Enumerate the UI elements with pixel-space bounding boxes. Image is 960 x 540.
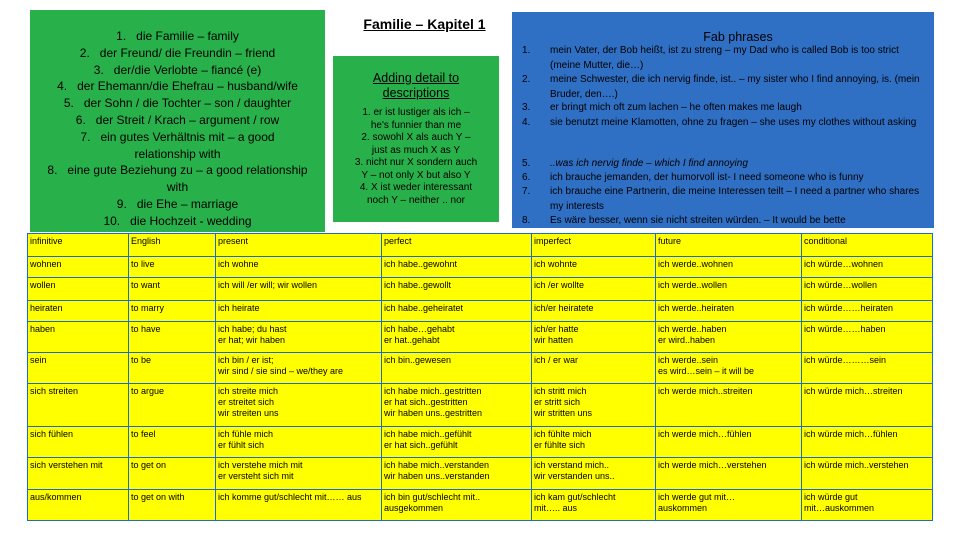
table-cell: ich werde..haben er wird..haben (656, 322, 802, 353)
table-cell: ich kam gut/schlecht mit….. aus (532, 490, 656, 521)
description-line: 4. X ist weder interessant (359, 182, 473, 193)
description-line: 2. sowohl X als auch Y – (361, 132, 471, 143)
vocab-item: 7. ein gutes Verhältnis mit – a good relationship with (80, 129, 275, 161)
table-cell: ich werde mich…verstehen (656, 458, 802, 490)
table-cell: sich streiten (28, 384, 129, 427)
table-cell: ich fühlte mich er fühlte sich (532, 427, 656, 458)
table-cell: ich habe mich..gestritten er hat sich..gestritten wir haben uns..gestritten (382, 384, 532, 427)
table-header-cell: infinitive (28, 234, 129, 257)
table-cell: ich werde..wohnen (656, 257, 802, 278)
table-header-cell: present (216, 234, 382, 257)
table-row (28, 490, 933, 521)
table-cell: ich würde…wohnen (802, 257, 933, 278)
table-cell: ich habe mich..gefühlt er hat sich..gefühlt (382, 427, 532, 458)
table-header-row (28, 234, 933, 257)
table-cell: sein (28, 353, 129, 384)
table-cell: ich /er wollte (532, 278, 656, 301)
table-cell: ich wohnte (532, 257, 656, 278)
table-cell: ich würde……heiraten (802, 301, 933, 322)
table-cell: ich würde mich…fühlen (802, 427, 933, 458)
description-line: 1. er ist lustiger als ich – (362, 107, 470, 118)
vocab-item: 8. eine gute Beziehung zu – a good relationship with (47, 163, 308, 195)
table-cell: ich werde mich…fühlen (656, 427, 802, 458)
table-cell: to get on with (129, 490, 216, 521)
table-row (28, 458, 933, 490)
table-cell: to live (129, 257, 216, 278)
table-cell: ich würde…wollen (802, 278, 933, 301)
fab-phrases-title: Fab phrases (703, 30, 773, 44)
table-cell: ich werde..sein es wird…sein – it will be (656, 353, 802, 384)
description-line: Y – not only X but also Y (361, 169, 471, 181)
table-header-cell: perfect (382, 234, 532, 257)
table-cell: to be (129, 353, 216, 384)
table-header-cell: future (656, 234, 802, 257)
table-cell: to feel (129, 427, 216, 458)
table-row (28, 278, 933, 301)
table-cell: ich fühle mich er fühlt sich (216, 427, 382, 458)
table-cell: wohnen (28, 257, 129, 278)
vocab-item: 1. die Familie – family (116, 29, 239, 43)
table-cell: sich verstehen mit (28, 458, 129, 490)
table-header-cell: conditional (802, 234, 933, 257)
table-cell: ich heirate (216, 301, 382, 322)
table-cell: ich würde mich..verstehen (802, 458, 933, 490)
verb-table (27, 233, 933, 521)
table-cell: ich wohne (216, 257, 382, 278)
table-cell: ich würde mich…streiten (802, 384, 933, 427)
table-cell: ich will /er will; wir wollen (216, 278, 382, 301)
table-cell: to want (129, 278, 216, 301)
table-cell: ich/er hatte wir hatten (532, 322, 656, 353)
table-header-cell: imperfect (532, 234, 656, 257)
table-cell: ich verstand mich.. wir verstanden uns.. (532, 458, 656, 490)
table-cell: ich werde..wollen (656, 278, 802, 301)
table-cell: ich / er war (532, 353, 656, 384)
table-cell: sich fühlen (28, 427, 129, 458)
vocab-item: 4. der Ehemann/die Ehefrau – husband/wife (57, 79, 298, 94)
table-cell: ich habe..gewohnt (382, 257, 532, 278)
table-cell: ich bin / er ist; wir sind / sie sind – we/they are (216, 353, 382, 384)
table-cell: ich würde……haben (802, 322, 933, 353)
table-cell: ich habe…gehabt er hat..gehabt (382, 322, 532, 353)
table-header-cell: English (129, 234, 216, 257)
table-cell: wollen (28, 278, 129, 301)
table-cell: ich habe; du hast er hat; wir haben (216, 322, 382, 353)
vocab-item: 3. der/die Verlobte – fiancé (e) (93, 62, 262, 77)
vocab-item: 6. der Streit / Krach – argument / row (75, 112, 280, 127)
table-cell: ich/er heiratete (532, 301, 656, 322)
vocab-item: 2. der Freund/ die Freundin – friend (79, 45, 276, 60)
description-line: just as much X as Y (371, 144, 461, 156)
table-cell: heiraten (28, 301, 129, 322)
vocab-item: 10. die Hochzeit - wedding (103, 213, 252, 228)
table-cell: ich verstehe mich mit er versteht sich mit (216, 458, 382, 490)
table-cell: ich habe mich..verstanden wir haben uns..verstanden (382, 458, 532, 490)
description-line: noch Y – neither .. nor (366, 194, 466, 206)
table-cell: ich werde gut mit… auskommen (656, 490, 802, 521)
fab-phrases-box: Fab phrases 1. mein Vater, der Bob heißt, ist zu streng – my Dad who is called Bob is too strict (meine Mutter, die…) 2. meine Schwester, die ich nervig finde, ist.. – my sister who I find annoying, is. (mein Bruder, den….) 3. er bringt mich oft zum lachen – he often makes me laugh 4. sie benutzt meine Klamotten, ohne zu fragen – she uses my clothes without asking 5. ..was ich nervig finde – which I find annoying 6. ich brauche jemanden, der humorvoll ist- I need someone who is funny 7. ich brauche eine Partnerin, die meine Interessen teilt – I need a partner who shares my interests 8. Es wäre besser, wenn sie nicht streiten würden. – It would be bette (512, 12, 934, 228)
table-cell: haben (28, 322, 129, 353)
description-line: 3. nicht nur X sondern auch (354, 157, 478, 168)
table-cell: ich habe..geheiratet (382, 301, 532, 322)
table-cell: to have (129, 322, 216, 353)
descriptions-box (333, 56, 499, 222)
table-row (28, 301, 933, 322)
table-cell: ich würde………sein (802, 353, 933, 384)
table-cell: ich streite mich er streitet sich wir streiten uns (216, 384, 382, 427)
vocab-item: 5. der Sohn / die Tochter – son / daughter (63, 96, 292, 111)
descriptions-heading: Adding detail to descriptions (372, 71, 460, 100)
description-line: he's funnier than me (370, 119, 462, 131)
table-cell: to marry (129, 301, 216, 322)
table-cell: to argue (129, 384, 216, 427)
vocab-box (30, 10, 325, 232)
table-cell: ich würde gut mit…auskommen (802, 490, 933, 521)
table-cell: ich komme gut/schlecht mit…… aus (216, 490, 382, 521)
table-cell: ich stritt mich er stritt sich wir stritten uns (532, 384, 656, 427)
table-row (28, 384, 933, 427)
table-cell: aus/kommen (28, 490, 129, 521)
page-title: Familie – Kapitel 1 (363, 16, 486, 32)
table-cell: to get on (129, 458, 216, 490)
table-cell: ich habe..gewollt (382, 278, 532, 301)
table-row (28, 257, 933, 278)
table-cell: ich bin gut/schlecht mit.. ausgekommen (382, 490, 532, 521)
table-row (28, 427, 933, 458)
table-row (28, 353, 933, 384)
table-cell: ich bin..gewesen (382, 353, 532, 384)
table-cell: ich werde mich..streiten (656, 384, 802, 427)
table-row (28, 322, 933, 353)
vocab-item: 9. die Ehe – marriage (116, 196, 239, 211)
table-cell: ich werde..heiraten (656, 301, 802, 322)
